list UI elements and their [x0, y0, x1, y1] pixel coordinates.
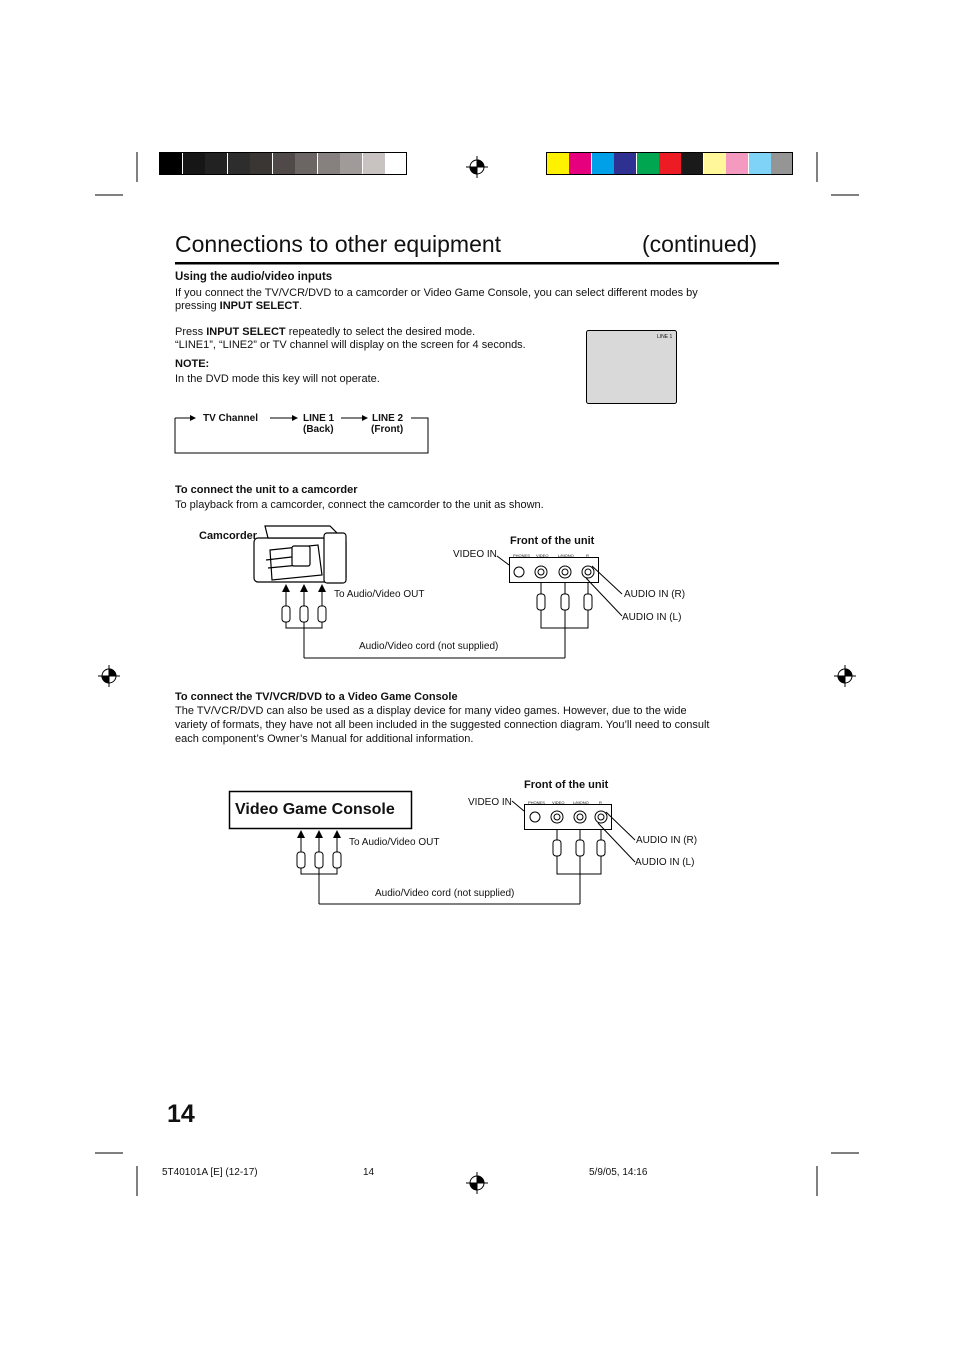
audio-in-l-2: AUDIO IN (L) [635, 857, 695, 868]
section-heading-console: To connect the TV/VCR/DVD to a Video Game Console [175, 691, 458, 703]
page-title: Connections to other equipment [175, 231, 502, 257]
console-text-3: each component’s Owner’s Manual for additional information. [175, 733, 474, 745]
page-number: 14 [167, 1100, 195, 1128]
flow-line1: LINE 1 [303, 413, 335, 424]
intro-line-2: pressing INPUT SELECT. [175, 300, 303, 312]
audio-in-l-1: AUDIO IN (L) [622, 612, 682, 623]
front-label-1: Front of the unit [510, 535, 595, 547]
panel-label-r-1: R [586, 553, 589, 558]
panel-label-lmono-2: L/MONO [573, 800, 589, 805]
cord-label-2: Audio/Video cord (not supplied) [375, 888, 515, 899]
cord-label-1: Audio/Video cord (not supplied) [359, 641, 499, 652]
press-instruction: Press INPUT SELECT repeatedly to select the desired mode. [175, 326, 476, 338]
section-heading-camcorder: To connect the unit to a camcorder [175, 484, 358, 496]
flow-line2-sub: (Front) [371, 424, 404, 435]
flow-tv-channel: TV Channel [203, 413, 259, 424]
camcorder-label: Camcorder [199, 530, 258, 542]
note-text: In the DVD mode this key will not operate. [175, 373, 380, 385]
front-panel-1 [510, 558, 599, 583]
footer-date: 5/9/05, 14:16 [589, 1167, 648, 1178]
line-display-text: “LINE1”, “LINE2” or TV channel will display on the screen for 4 seconds. [175, 339, 526, 351]
screen-label: LINE 1 [657, 334, 673, 340]
audio-in-r-1: AUDIO IN (R) [624, 589, 686, 600]
flow-line2: LINE 2 [372, 413, 404, 424]
panel-label-lmono-1: L/MONO [558, 553, 574, 558]
registration-mark-top [466, 156, 488, 178]
footer-page-small: 14 [363, 1167, 375, 1178]
video-in-label-2: VIDEO IN [468, 797, 512, 808]
console-text-2: variety of formats, they have not all been included in the suggested connection diagram. You’ll need to consult [175, 719, 710, 731]
section-heading-av-inputs: Using the audio/video inputs [175, 271, 333, 283]
video-in-label-1: VIDEO IN [453, 549, 497, 560]
title-continued: (continued) [642, 231, 758, 257]
note-label: NOTE: [175, 358, 210, 370]
panel-label-phones-2: PHONES [528, 800, 545, 805]
camcorder-illustration [254, 526, 346, 583]
panel-label-video-1: VIDEO [536, 553, 549, 558]
front-panel-2 [525, 805, 612, 830]
panel-label-r-2: R [599, 800, 602, 805]
to-av-out-2: To Audio/Video OUT [349, 837, 440, 848]
panel-label-phones-1: PHONES [513, 553, 530, 558]
to-av-out-1: To Audio/Video OUT [334, 589, 425, 600]
flow-line1-sub: (Back) [303, 424, 334, 435]
intro-line-1: If you connect the TV/VCR/DVD to a camcorder or Video Game Console, you can select different modes by [175, 287, 698, 299]
console-label: Video Game Console [235, 801, 395, 818]
camcorder-text: To playback from a camcorder, connect the camcorder to the unit as shown. [175, 499, 544, 511]
console-text-1: The TV/VCR/DVD can also be used as a display device for many video games. However, due to the wide [175, 705, 687, 717]
footer-code: 5T40101A [E] (12-17) [162, 1167, 258, 1178]
audio-in-r-2: AUDIO IN (R) [636, 835, 698, 846]
panel-label-video-2: VIDEO [552, 800, 565, 805]
front-label-2: Front of the unit [524, 779, 609, 791]
